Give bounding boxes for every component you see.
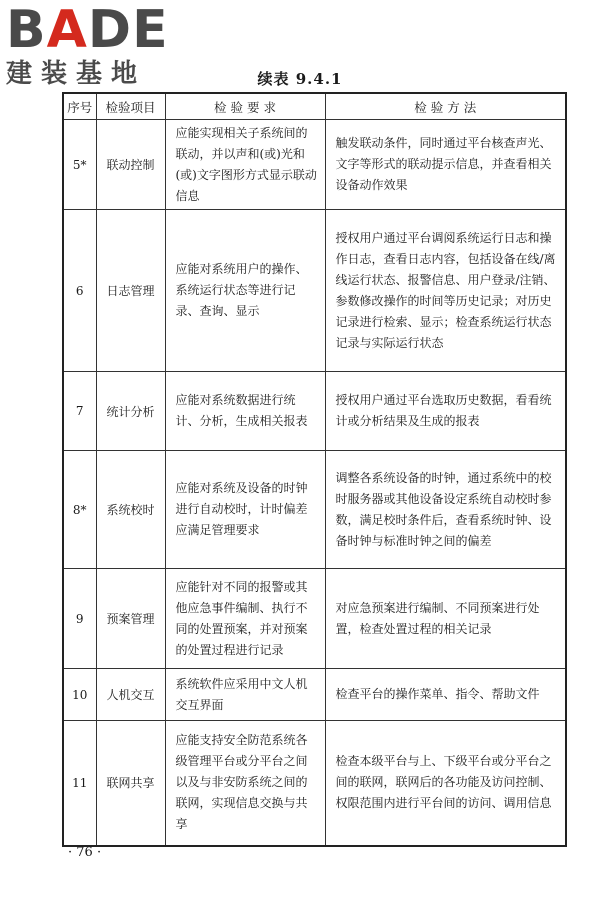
row-item: 日志管理 [96, 210, 165, 372]
row-method: 触发联动条件，同时通过平台核查声光、文字等形式的联动提示信息，并查看相关设备动作效果 [325, 120, 566, 210]
table-row [63, 120, 566, 210]
inspection-table [62, 92, 567, 847]
row-method: 授权用户通过平台选取历史数据，看看统计或分析结果及生成的报表 [325, 372, 566, 451]
row-number: 5* [63, 120, 96, 210]
row-method: 对应急预案进行编制、不同预案进行处置，检查处置过程的相关记录 [325, 569, 566, 669]
row-requirement: 应能对系统及设备的时钟进行自动校时，计时偏差应满足管理要求 [165, 451, 325, 569]
row-requirement: 应能对系统数据进行统计、分析，生成相关报表 [165, 372, 325, 451]
table-row [63, 451, 566, 569]
table-row [63, 372, 566, 451]
row-item: 预案管理 [96, 569, 165, 669]
table-title: 续表 9.4.1 [257, 70, 343, 88]
row-item: 统计分析 [96, 372, 165, 451]
row-number: 7 [63, 372, 96, 451]
table-row [63, 721, 566, 846]
table-row [63, 669, 566, 721]
header-number: 序号 [63, 93, 96, 120]
page-number: · 76 · [68, 845, 102, 860]
header-item: 检验项目 [96, 93, 165, 120]
header-method: 检 验 方 法 [325, 93, 566, 120]
row-item: 联网共享 [96, 721, 165, 846]
row-number: 8* [63, 451, 96, 569]
row-item: 系统校时 [96, 451, 165, 569]
logo-wordmark [6, 0, 181, 60]
logo-subtitle: 建装基地 [6, 59, 147, 89]
row-number: 11 [63, 721, 96, 846]
row-item: 联动控制 [96, 120, 165, 210]
row-method: 检查本级平台与上、下级平台或分平台之间的联网，联网后的各功能及访问控制、权限范围内进行平台间的访问、调用信息 [325, 721, 566, 846]
header-requirement: 检 验 要 求 [165, 93, 325, 120]
logo-wordmark-text: BADE [6, 0, 169, 60]
row-method: 调整各系统设备的时钟，通过系统中的校时服务器或其他设备设定系统自动校时参数，满足校时条件后，查看系统时钟、设备时钟与标准时钟之间的偏差 [325, 451, 566, 569]
row-requirement: 系统软件应采用中文人机交互界面 [165, 669, 325, 721]
table-header-row [63, 93, 566, 120]
row-method: 检查平台的操作菜单、指令、帮助文件 [325, 669, 566, 721]
row-number: 10 [63, 669, 96, 721]
row-requirement: 应能针对不同的报警或其他应急事件编制、执行不同的处置预案，并对预案的处置过程进行记录 [165, 569, 325, 669]
table-row [63, 210, 566, 372]
row-number: 9 [63, 569, 96, 669]
row-requirement: 应能实现相关子系统间的联动，并以声和(或)光和(或)文字图形方式显示联动信息 [165, 120, 325, 210]
row-requirement: 应能支持安全防范系统各级管理平台或分平台之间以及与非安防系统之间的联网，实现信息交换与共享 [165, 721, 325, 846]
row-method: 授权用户通过平台调阅系统运行日志和操作日志，查看日志内容，包括设备在线/离线运行状态、报警信息、用户登录/注销、参数修改操作的时间等历史记录；对历史记录进行检索、显示；检查系统运行状态记录与实际运行状态 [325, 210, 566, 372]
row-requirement: 应能对系统用户的操作、系统运行状态等进行记录、查询、显示 [165, 210, 325, 372]
row-number: 6 [63, 210, 96, 372]
table-row [63, 569, 566, 669]
row-item: 人机交互 [96, 669, 165, 721]
